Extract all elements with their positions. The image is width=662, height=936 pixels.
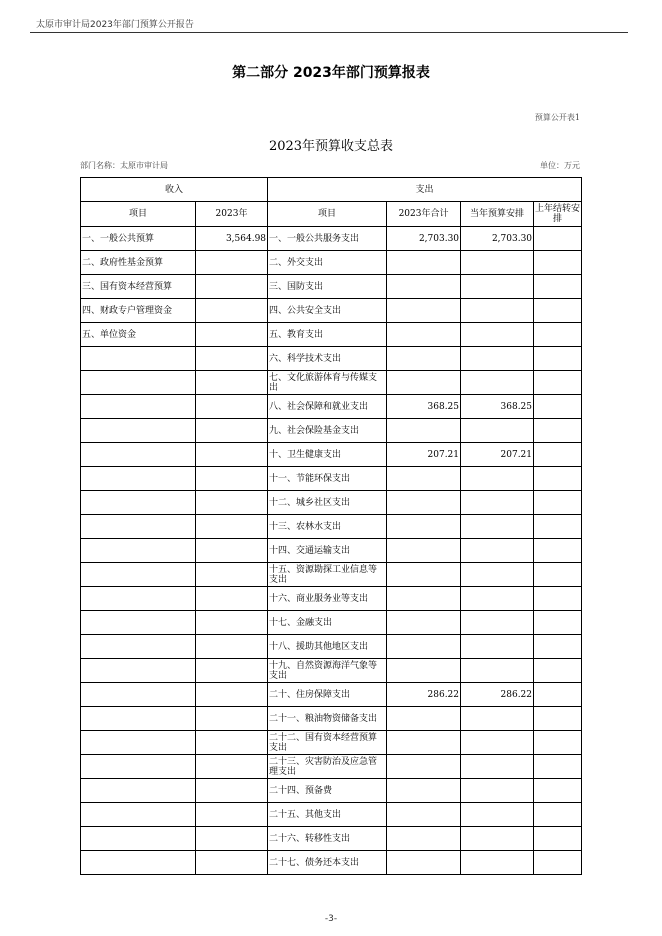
expense-carryover-cell [534, 467, 582, 491]
expense-current-header: 当年预算安排 [461, 202, 534, 227]
table-row [81, 323, 582, 347]
table-row [81, 539, 582, 563]
expense-item-cell: 二十五、其他支出 [268, 803, 387, 827]
expense-total-cell [387, 515, 461, 539]
expense-carryover-cell [534, 779, 582, 803]
expense-total-cell [387, 467, 461, 491]
expense-carryover-cell [534, 851, 582, 875]
table-row [81, 851, 582, 875]
expense-item-cell: 二十一、粮油物资储备支出 [268, 707, 387, 731]
table-row [81, 467, 582, 491]
expense-carryover-cell [534, 587, 582, 611]
expense-item-cell: 十二、城乡社区支出 [268, 491, 387, 515]
income-item-cell [81, 803, 196, 827]
income-value-cell [196, 779, 268, 803]
income-item-cell [81, 635, 196, 659]
expense-current-cell [461, 275, 534, 299]
income-value-cell [196, 803, 268, 827]
table-row [81, 395, 582, 419]
expense-carryover-cell [534, 491, 582, 515]
expense-total-cell: 286.22 [387, 683, 461, 707]
expense-current-cell [461, 803, 534, 827]
expense-item-header: 项目 [268, 202, 387, 227]
expense-carryover-cell [534, 371, 582, 395]
income-value-cell [196, 683, 268, 707]
expense-current-cell: 368.25 [461, 395, 534, 419]
expense-carryover-cell [534, 659, 582, 683]
table-row [81, 587, 582, 611]
expense-current-cell [461, 419, 534, 443]
expense-current-cell [461, 707, 534, 731]
income-value-cell [196, 275, 268, 299]
expense-total-cell [387, 299, 461, 323]
expense-current-cell [461, 779, 534, 803]
expense-total-cell [387, 371, 461, 395]
expense-carryover-cell [534, 611, 582, 635]
expense-item-cell: 十一、节能环保支出 [268, 467, 387, 491]
income-item-cell [81, 755, 196, 779]
income-item-cell [81, 491, 196, 515]
table-row [81, 299, 582, 323]
expense-total-cell [387, 347, 461, 371]
income-value-cell [196, 659, 268, 683]
expense-current-cell [461, 659, 534, 683]
expense-current-cell [461, 563, 534, 587]
income-item-cell [81, 515, 196, 539]
income-item-header: 项目 [81, 202, 196, 227]
income-group-header: 收入 [81, 178, 268, 202]
income-item-cell [81, 563, 196, 587]
income-value-cell [196, 827, 268, 851]
income-value-cell [196, 515, 268, 539]
table-row [81, 683, 582, 707]
income-value-cell [196, 323, 268, 347]
income-value-cell [196, 251, 268, 275]
expense-total-cell [387, 827, 461, 851]
expense-item-cell: 二十二、国有资本经营预算支出 [268, 731, 387, 755]
expense-total-cell [387, 659, 461, 683]
expense-total-cell [387, 707, 461, 731]
income-item-cell [81, 419, 196, 443]
expense-current-cell [461, 611, 534, 635]
income-item-cell: 三、国有资本经营预算 [81, 275, 196, 299]
income-item-cell [81, 371, 196, 395]
expense-current-cell [461, 731, 534, 755]
table-row [81, 659, 582, 683]
expense-total-cell: 368.25 [387, 395, 461, 419]
expense-total-cell [387, 491, 461, 515]
income-item-cell: 四、财政专户管理资金 [81, 299, 196, 323]
expense-total-cell: 2,703.30 [387, 227, 461, 251]
table-row [81, 419, 582, 443]
expense-current-cell [461, 539, 534, 563]
expense-carryover-cell [534, 803, 582, 827]
expense-item-cell: 十八、援助其他地区支出 [268, 635, 387, 659]
table-row [81, 491, 582, 515]
expense-carryover-header: 上年结转安排 [534, 202, 582, 227]
expense-item-cell: 二、外交支出 [268, 251, 387, 275]
income-value-cell [196, 731, 268, 755]
expense-carryover-cell [534, 683, 582, 707]
expense-item-cell: 二十七、债务还本支出 [268, 851, 387, 875]
table-row [81, 371, 582, 395]
expense-carryover-cell [534, 299, 582, 323]
income-value-cell: 3,564.98 [196, 227, 268, 251]
expense-carryover-cell [534, 827, 582, 851]
running-header: 太原市审计局2023年部门预算公开报告 [36, 20, 194, 30]
expense-current-cell [461, 251, 534, 275]
page-number: -3- [324, 914, 338, 924]
expense-total-cell [387, 275, 461, 299]
expense-carryover-cell [534, 323, 582, 347]
expense-carryover-cell [534, 419, 582, 443]
expense-total-cell [387, 539, 461, 563]
expense-item-cell: 一、一般公共服务支出 [268, 227, 387, 251]
expense-total-cell [387, 851, 461, 875]
expense-item-cell: 十三、农林水支出 [268, 515, 387, 539]
expense-carryover-cell [534, 275, 582, 299]
income-value-cell [196, 419, 268, 443]
expense-item-cell: 二十三、灾害防治及应急管理支出 [268, 755, 387, 779]
expense-current-cell [461, 515, 534, 539]
income-value-cell [196, 539, 268, 563]
table-row [81, 515, 582, 539]
income-item-cell: 一、一般公共预算 [81, 227, 196, 251]
header-rule [30, 32, 628, 33]
expense-current-cell: 207.21 [461, 443, 534, 467]
income-item-cell [81, 827, 196, 851]
expense-item-cell: 十七、金融支出 [268, 611, 387, 635]
expense-item-cell: 十九、自然资源海洋气象等支出 [268, 659, 387, 683]
income-value-cell [196, 755, 268, 779]
expense-current-cell: 286.22 [461, 683, 534, 707]
table-row [81, 731, 582, 755]
expense-item-cell: 十五、资源勘探工业信息等支出 [268, 563, 387, 587]
income-value-cell [196, 851, 268, 875]
expense-carryover-cell [534, 539, 582, 563]
expense-item-cell: 二十四、预备费 [268, 779, 387, 803]
table-row [81, 755, 582, 779]
expense-current-cell [461, 827, 534, 851]
expense-item-cell: 五、教育支出 [268, 323, 387, 347]
income-item-cell [81, 467, 196, 491]
table-title: 2023年预算收支总表 [268, 139, 394, 154]
expense-group-header: 支出 [268, 178, 582, 202]
expense-item-cell: 六、科学技术支出 [268, 347, 387, 371]
expense-current-cell [461, 587, 534, 611]
expense-total-cell [387, 755, 461, 779]
unit-label: 单位：万元 [540, 161, 580, 170]
income-value-cell [196, 371, 268, 395]
income-value-cell [196, 707, 268, 731]
department-label: 部门名称：太原市审计局 [80, 161, 168, 170]
income-item-cell [81, 443, 196, 467]
expense-carryover-cell [534, 347, 582, 371]
expense-carryover-cell [534, 515, 582, 539]
table-row [81, 275, 582, 299]
expense-carryover-cell [534, 731, 582, 755]
table-row [81, 443, 582, 467]
expense-item-cell: 三、国防支出 [268, 275, 387, 299]
income-item-cell: 二、政府性基金预算 [81, 251, 196, 275]
income-value-cell [196, 467, 268, 491]
expense-carryover-cell [534, 755, 582, 779]
table-row [81, 779, 582, 803]
expense-total-cell [387, 563, 461, 587]
expense-total-cell [387, 611, 461, 635]
income-item-cell [81, 779, 196, 803]
income-item-cell [81, 659, 196, 683]
table-row [81, 635, 582, 659]
income-value-cell [196, 587, 268, 611]
expense-current-cell [461, 491, 534, 515]
expense-current-cell [461, 371, 534, 395]
table-row [81, 251, 582, 275]
income-item-cell [81, 731, 196, 755]
expense-current-cell [461, 299, 534, 323]
table-row [81, 347, 582, 371]
income-item-cell [81, 611, 196, 635]
expense-item-cell: 二十、住房保障支出 [268, 683, 387, 707]
income-value-cell [196, 347, 268, 371]
income-value-cell [196, 611, 268, 635]
expense-current-cell [461, 347, 534, 371]
income-value-cell [196, 491, 268, 515]
table-row [81, 563, 582, 587]
expense-current-cell [461, 755, 534, 779]
expense-carryover-cell [534, 395, 582, 419]
expense-carryover-cell [534, 707, 582, 731]
expense-item-cell: 十、卫生健康支出 [268, 443, 387, 467]
expense-total-cell [387, 635, 461, 659]
income-item-cell [81, 587, 196, 611]
expense-total-cell [387, 587, 461, 611]
expense-item-cell: 八、社会保障和就业支出 [268, 395, 387, 419]
expense-total-cell [387, 731, 461, 755]
expense-total-cell [387, 779, 461, 803]
expense-item-cell: 九、社会保险基金支出 [268, 419, 387, 443]
income-value-cell [196, 563, 268, 587]
income-item-cell [81, 539, 196, 563]
income-item-cell [81, 707, 196, 731]
income-item-cell: 五、单位资金 [81, 323, 196, 347]
income-item-cell [81, 683, 196, 707]
income-item-cell [81, 395, 196, 419]
expense-current-cell: 2,703.30 [461, 227, 534, 251]
expense-total-cell [387, 419, 461, 443]
table-row [81, 827, 582, 851]
income-2023-header: 2023年 [196, 202, 268, 227]
table-number: 预算公开表1 [534, 113, 580, 122]
expense-current-cell [461, 467, 534, 491]
income-value-cell [196, 443, 268, 467]
expense-item-cell: 十四、交通运输支出 [268, 539, 387, 563]
expense-total-cell [387, 251, 461, 275]
expense-total-cell: 207.21 [387, 443, 461, 467]
expense-current-cell [461, 635, 534, 659]
table-row [81, 803, 582, 827]
income-value-cell [196, 395, 268, 419]
part-title: 第二部分 2023年部门预算报表 [232, 65, 430, 81]
income-value-cell [196, 635, 268, 659]
expense-item-cell: 七、文化旅游体育与传媒支出 [268, 371, 387, 395]
expense-total-cell [387, 323, 461, 347]
table-row [81, 707, 582, 731]
table-row [81, 227, 582, 251]
income-item-cell [81, 347, 196, 371]
expense-carryover-cell [534, 443, 582, 467]
income-value-cell [196, 299, 268, 323]
expense-carryover-cell [534, 227, 582, 251]
income-item-cell [81, 851, 196, 875]
expense-item-cell: 十六、商业服务业等支出 [268, 587, 387, 611]
table-row [81, 611, 582, 635]
expense-current-cell [461, 323, 534, 347]
expense-item-cell: 二十六、转移性支出 [268, 827, 387, 851]
budget-summary-table [80, 177, 582, 875]
expense-total-header: 2023年合计 [387, 202, 461, 227]
expense-carryover-cell [534, 563, 582, 587]
expense-carryover-cell [534, 251, 582, 275]
expense-carryover-cell [534, 635, 582, 659]
expense-total-cell [387, 803, 461, 827]
expense-current-cell [461, 851, 534, 875]
expense-item-cell: 四、公共安全支出 [268, 299, 387, 323]
